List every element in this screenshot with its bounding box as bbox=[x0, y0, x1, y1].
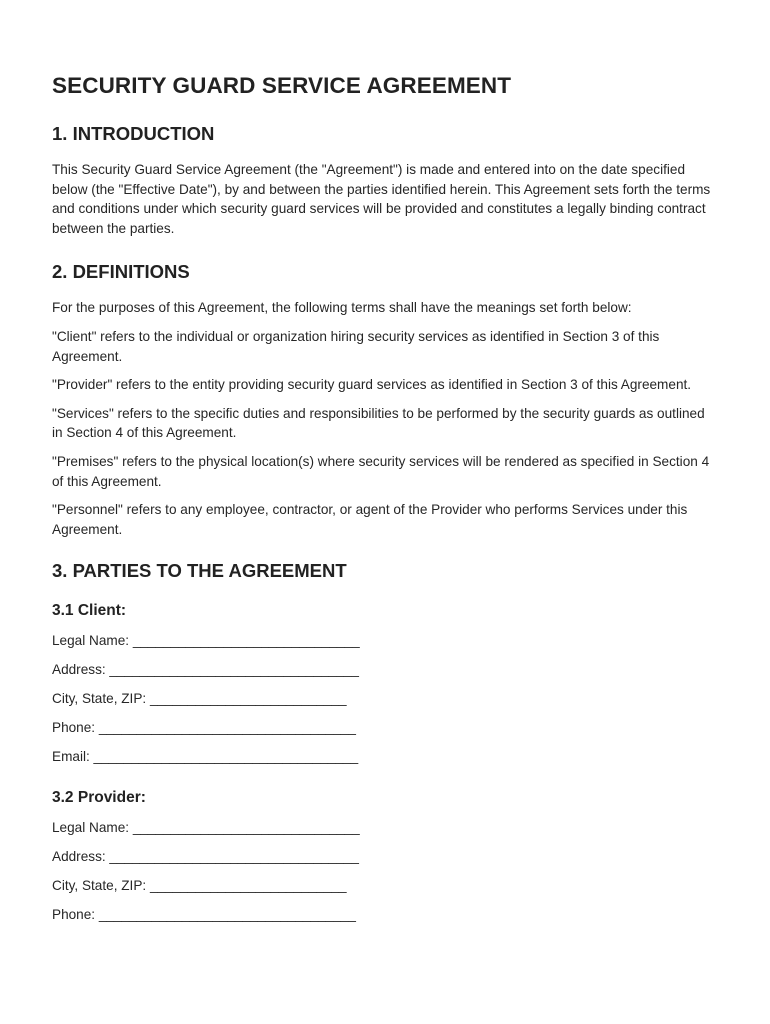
definition-premises: "Premises" refers to the physical location(s) where security services will be rendered as specified in Section 4 of this Agreement. bbox=[52, 453, 710, 489]
section-introduction bbox=[52, 122, 718, 238]
provider-address-field: Address: _________________________________ bbox=[52, 849, 359, 865]
introduction-heading: 1. INTRODUCTION bbox=[52, 123, 215, 144]
section-definitions bbox=[52, 260, 718, 539]
document-title: SECURITY GUARD SERVICE AGREEMENT bbox=[52, 73, 512, 98]
provider-phone-field: Phone: __________________________________ bbox=[52, 907, 356, 923]
provider-block bbox=[52, 788, 718, 924]
definitions-lead: For the purposes of this Agreement, the following terms shall have the meanings set forth below: bbox=[52, 300, 632, 316]
introduction-body: This Security Guard Service Agreement (the "Agreement") is made and entered into on the date specified below (the "Effective Date"), by and between the parties identified herein. This Agreement sets forth the terms and conditions under which security guard services will be provided and constitutes a legally binding contract between the parties. bbox=[52, 162, 711, 236]
client-heading: 3.1 Client: bbox=[52, 602, 127, 620]
provider-legal-name-field: Legal Name: ______________________________ bbox=[52, 820, 360, 836]
definition-provider: "Provider" refers to the entity providing security guard services as identified in Section 3 of this Agreement. bbox=[52, 377, 692, 393]
client-city-state-zip-field: City, State, ZIP: __________________________ bbox=[52, 691, 347, 707]
definition-client: "Client" refers to the individual or organization hiring security services as identified in Section 3 of this Agreement. bbox=[52, 328, 660, 364]
provider-heading: 3.2 Provider: bbox=[52, 789, 146, 807]
parties-heading: 3. PARTIES TO THE AGREEMENT bbox=[52, 560, 347, 582]
definition-personnel: "Personnel" refers to any employee, contractor, or agent of the Provider who performs Services under this Agreement. bbox=[52, 502, 688, 537]
definitions-heading: 2. DEFINITIONS bbox=[52, 261, 190, 283]
definition-services: "Services" refers to the specific duties and responsibilities to be performed by the security guards as outlined in Section 4 of this Agreement. bbox=[52, 405, 705, 441]
provider-city-state-zip-field: City, State, ZIP: __________________________ bbox=[52, 878, 347, 894]
client-email-field: Email: ___________________________________ bbox=[52, 749, 359, 765]
client-address-field: Address: _________________________________ bbox=[52, 662, 359, 678]
client-legal-name-field: Legal Name: ______________________________ bbox=[52, 633, 360, 649]
section-parties bbox=[52, 559, 718, 924]
client-phone-field: Phone: __________________________________ bbox=[52, 720, 356, 736]
client-block bbox=[52, 601, 718, 766]
